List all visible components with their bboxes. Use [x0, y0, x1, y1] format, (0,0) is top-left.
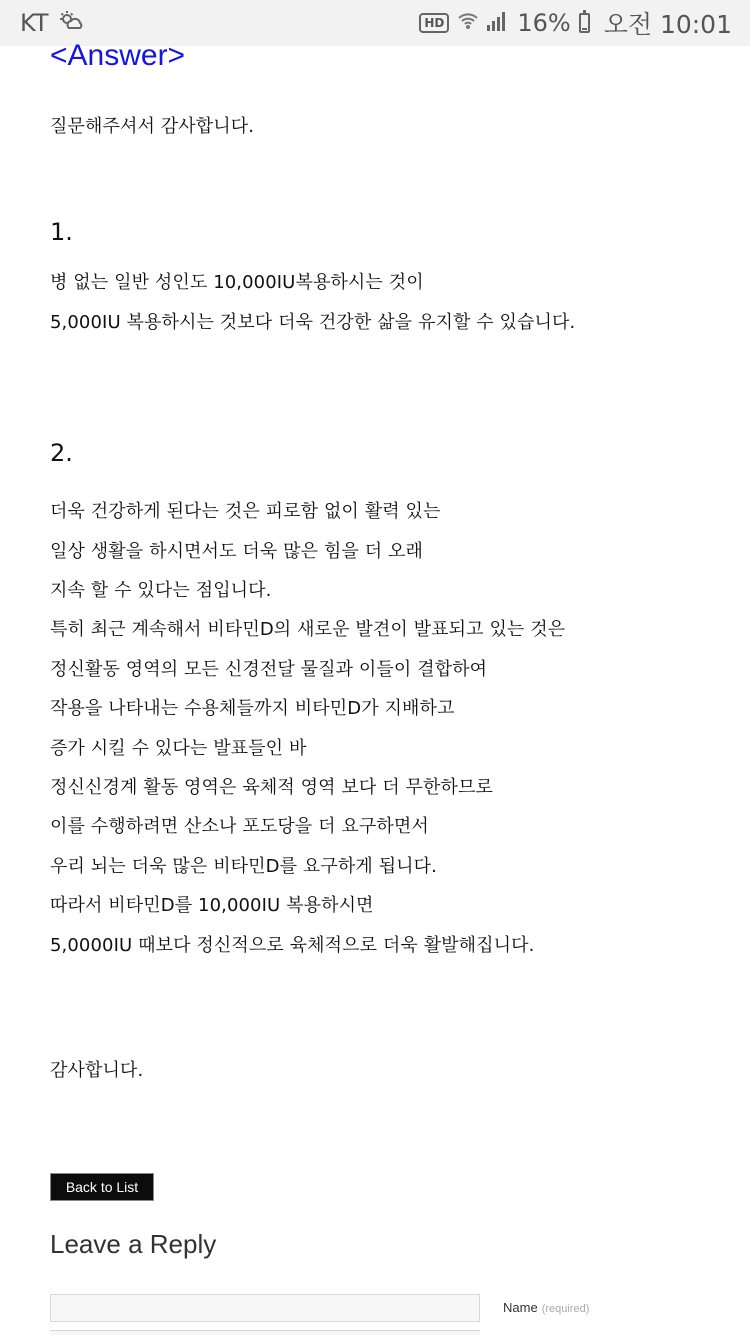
- leave-reply-title: Leave a Reply: [50, 1229, 217, 1259]
- thanks-intro: 질문해주셔서 감사합니다.: [50, 116, 255, 137]
- carrier-label: KT: [20, 9, 49, 37]
- section-2-body: [50, 492, 710, 965]
- section-2-line: 정신활동 영역의 모든 신경전달 물질과 이들이 결합하여: [50, 658, 488, 680]
- section-1-number: 1.: [50, 218, 73, 247]
- section-2-line: 따라서 비타민D를 10,000IU 복용하시면: [50, 895, 374, 917]
- section-1-line: 5,000IU 복용하시는 것보다 더욱 건강한 삶을 유지할 수 있습니다.: [50, 311, 576, 333]
- section-2-line: 정신신경계 활동 영역은 육체적 영역 보다 더 무한하므로: [50, 777, 493, 799]
- wifi-icon: [457, 11, 479, 35]
- name-label-text: Name: [503, 1300, 538, 1315]
- name-input[interactable]: [50, 1294, 480, 1322]
- required-hint: (required): [541, 1303, 590, 1315]
- section-2-line: 특히 최근 계속해서 비타민D의 새로운 발견이 발표되고 있는 것은: [50, 619, 566, 641]
- section-2-line: 작용을 나타내는 수용체들까지 비타민D가 지배하고: [50, 698, 455, 720]
- section-2-number: 2.: [50, 439, 73, 468]
- section-2-line: 이를 수행하려면 산소나 포도당을 더 요구하면서: [50, 816, 429, 838]
- section-2-line: 지속 할 수 있다는 점입니다.: [50, 580, 272, 602]
- closing-thanks: 감사합니다.: [50, 1060, 144, 1082]
- weather-icon: [59, 10, 85, 36]
- status-left: [20, 9, 85, 37]
- signal-icon: [487, 11, 509, 35]
- clock: 오전 10:01: [603, 10, 732, 39]
- section-2-line: 더욱 건강하게 된다는 것은 피로함 없이 활력 있는: [50, 501, 441, 523]
- section-2-line: 5,0000IU 때보다 정신적으로 육체적으로 더욱 활발해집니다.: [50, 934, 535, 956]
- article-content: [50, 36, 710, 1091]
- battery-percent: 16%: [517, 9, 571, 37]
- battery-icon: [579, 13, 590, 33]
- battery-fill: [582, 28, 587, 30]
- section-1-line: 병 없는 일반 성인도 10,000IU복용하시는 것이: [50, 272, 424, 294]
- hd-badge-icon: HD: [419, 13, 449, 33]
- section-1-body: [50, 263, 710, 342]
- name-field-label: [503, 1300, 589, 1315]
- next-input-field[interactable]: [50, 1330, 480, 1335]
- section-2-line: 우리 뇌는 더욱 많은 비타민D를 요구하게 됩니다.: [50, 855, 437, 877]
- answer-heading: <Answer>: [50, 39, 186, 72]
- back-to-list-button[interactable]: Back to List: [50, 1173, 154, 1201]
- section-2-line: 증가 시킬 수 있다는 발표들인 바: [50, 737, 307, 759]
- section-2-line: 일상 생활을 하시면서도 더욱 많은 힘을 더 오래: [50, 540, 424, 562]
